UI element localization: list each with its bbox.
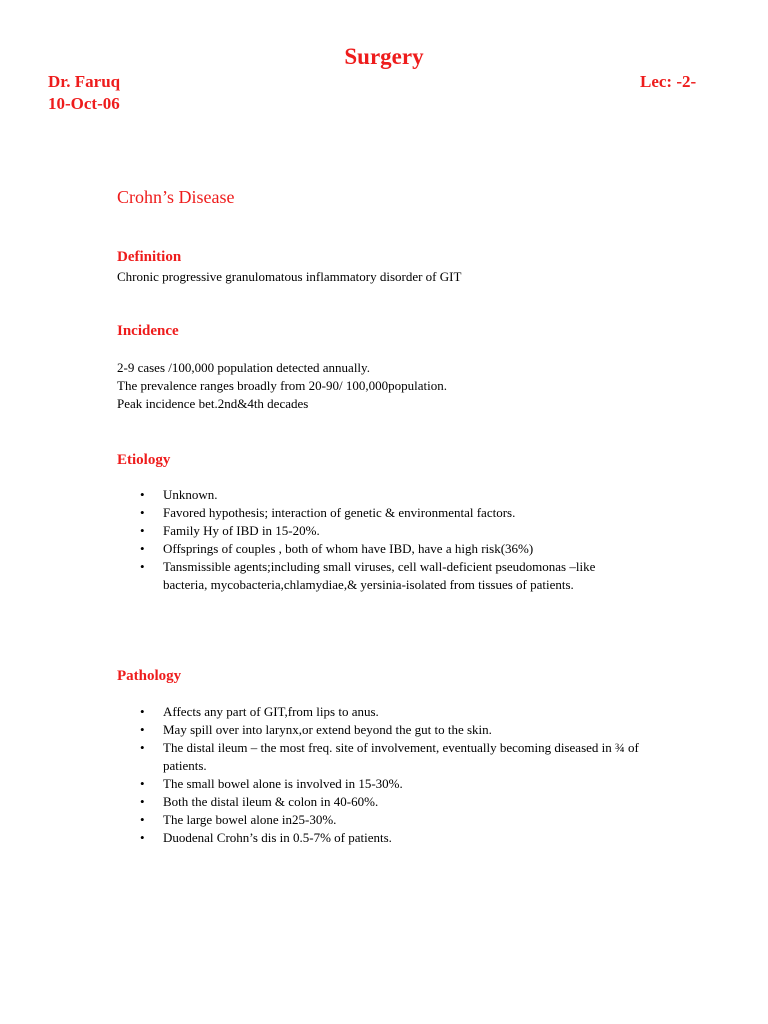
- bullet-icon: •: [140, 704, 145, 719]
- list-item-text: Tansmissible agents;including small viruses, cell wall-deficient pseudomonas –like bacteria, mycobacteria,chlamydiae,& yersinia-isolated from tissues of patients.: [163, 559, 596, 592]
- incidence-line: Peak incidence bet.2nd&4th decades: [117, 396, 309, 411]
- list-item-text: Family Hy of IBD in 15-20%.: [163, 523, 320, 538]
- bullet-icon: •: [140, 487, 145, 502]
- list-item: [140, 703, 640, 721]
- list-item-text: Offsprings of couples , both of whom have IBD, have a high risk(36%): [163, 541, 534, 556]
- etiology-list: [140, 486, 640, 594]
- list-item-text: Favored hypothesis; interaction of genetic & environmental factors.: [163, 505, 516, 520]
- bullet-icon: •: [140, 776, 145, 791]
- list-item: [140, 793, 640, 811]
- bullet-icon: •: [140, 541, 145, 556]
- list-item: [140, 811, 640, 829]
- list-item: [140, 775, 640, 793]
- bullet-icon: •: [140, 812, 145, 827]
- list-item: [140, 558, 640, 594]
- list-item: [140, 522, 640, 540]
- list-item-text: The large bowel alone in25-30%.: [163, 812, 337, 827]
- definition-text: [117, 268, 461, 286]
- list-item: [140, 721, 640, 739]
- list-item: [140, 739, 640, 775]
- incidence-heading: Incidence: [117, 323, 179, 339]
- bullet-icon: •: [140, 523, 145, 538]
- incidence-text: [117, 359, 447, 413]
- bullet-icon: •: [140, 559, 145, 574]
- list-item: [140, 540, 640, 558]
- list-item: [140, 486, 640, 504]
- list-item-text: Unknown.: [163, 487, 218, 502]
- list-item-text: The small bowel alone is involved in 15-30%.: [163, 776, 403, 791]
- bullet-icon: •: [140, 722, 145, 737]
- bullet-icon: •: [140, 740, 145, 755]
- page-title: Surgery: [344, 44, 424, 69]
- bullet-icon: •: [140, 830, 145, 845]
- bullet-icon: •: [140, 794, 145, 809]
- list-item: [140, 504, 640, 522]
- list-item-text: May spill over into larynx,or extend beyond the gut to the skin.: [163, 722, 492, 737]
- list-item-text: Affects any part of GIT,from lips to anus.: [163, 704, 379, 719]
- pathology-heading: Pathology: [117, 668, 182, 684]
- bullet-icon: •: [140, 505, 145, 520]
- pathology-list: [140, 703, 640, 847]
- lecture-date: 10-Oct-06: [48, 94, 120, 113]
- list-item-text: Duodenal Crohn’s dis in 0.5-7% of patients.: [163, 830, 392, 845]
- lecture-number: Lec: -2-: [640, 72, 697, 91]
- definition-line: Chronic progressive granulomatous inflammatory disorder of GIT: [117, 269, 462, 284]
- incidence-line: 2-9 cases /100,000 population detected annually.: [117, 360, 370, 375]
- etiology-heading: Etiology: [117, 452, 171, 468]
- list-item-text: The distal ileum – the most freq. site of involvement, eventually becoming diseased in ¾ of patients.: [163, 740, 639, 773]
- definition-heading: Definition: [117, 249, 182, 265]
- document-heading: Crohn’s Disease: [117, 187, 235, 207]
- list-item: [140, 829, 640, 847]
- author-name: Dr. Faruq: [48, 72, 121, 91]
- incidence-line: The prevalence ranges broadly from 20-90/ 100,000population.: [117, 378, 447, 393]
- list-item-text: Both the distal ileum & colon in 40-60%.: [163, 794, 379, 809]
